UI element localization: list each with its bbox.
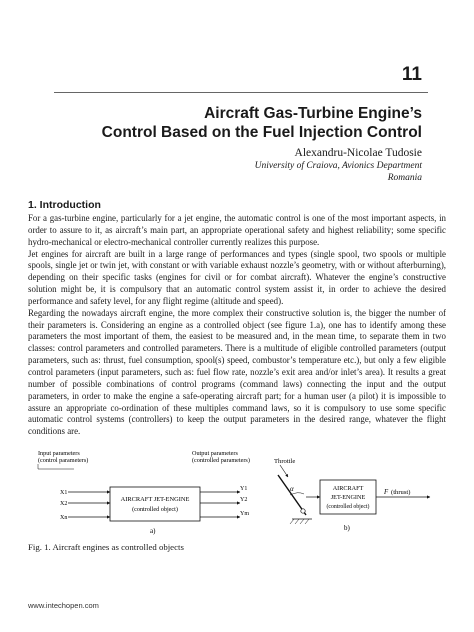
input-params-sublabel: (control parameters) [38,457,89,464]
figure-caption: Fig. 1. Aircraft engines as controlled objects [28,542,184,552]
author-affiliation [62,160,422,184]
chapter-number: 11 [401,64,422,85]
input-params-label: Input parameters [38,450,80,457]
output-params-sublabel: (controlled parameters) [192,457,250,464]
section-body [28,213,446,438]
footer-url[interactable]: www.intechopen.com [28,601,99,610]
input-x2: X2 [60,501,68,507]
title-line-1: Aircraft Gas-Turbine Engine’s [204,105,422,122]
throttle-label: Throttle [274,458,296,465]
ground-hatch [300,519,304,524]
ground-hatch [295,519,299,524]
panel-b-label: b) [344,524,350,532]
paragraph: For a gas-turbine engine, particularly for a jet engine, the automatic control is one of the most important aspects, in order to assure to it, as aircraft’s main part, an appropriate operational safety and highest reliability; some specific hydro-mechanical or electro-mechanical controller currently realizes this purpose. [28,213,446,247]
ground-hatch [290,519,294,524]
ground-hatch [305,519,309,524]
engine-box-b-line1: AIRCRAFT [332,485,364,492]
figure-diagram [28,447,446,543]
author-name: Alexandru-Nicolae Tudosie [294,147,422,159]
input-xn: Xn [60,515,68,521]
throttle-pointer [280,465,288,477]
output-ym: Ym [240,511,249,517]
engine-box-a [110,487,200,521]
paragraph: Jet engines for aircraft are built in a large range of performances and types (single spool, two spools or multiple spools, single jet or twin jet, with constant or with variable exhaust nozzle’s geometry, with or without afterburning), depending on their specific tasks (engines for civil or for combat aircraft). Whatever the engine’s constructive solution might be, it is compulsory that an automatic control system assist it, in order to achieve the desired performance and safety level, for any flight regime (altitude and speed). [28,248,446,306]
angle-alpha: α [290,485,294,493]
title-line-2: Control Based on the Fuel Injection Control [101,124,422,141]
affiliation-line-2: Romania [387,173,422,183]
engine-box-b-line2: JET-ENGINE [330,494,366,501]
affiliation-line-1: University of Craiova, Avionics Department [254,161,422,171]
engine-box-b-line3: (controlled object) [326,504,370,510]
chapter-title [42,104,422,142]
thrust-label: (thrust) [391,489,411,496]
panel-a-label: a) [150,527,156,535]
diagram-a [38,450,250,535]
engine-box-a-subtitle: (controlled object) [132,506,178,513]
header-rule [54,92,428,93]
section-heading: 1. Introduction [28,199,101,211]
throttle-pivot [301,509,305,513]
output-y2: Y2 [240,497,248,503]
thrust-symbol: F [384,489,389,496]
figure-1 [28,447,446,543]
input-x1: X1 [60,490,68,496]
engine-box-a-title: AIRCRAFT JET-ENGINE [120,496,190,503]
output-params-label: Output parameters [192,450,238,457]
diagram-b [274,458,430,532]
output-y1: Y1 [240,486,248,492]
paragraph: Regarding the nowadays aircraft engine, the more complex their constructive solution is, the bigger the number of their parameters is. Considering an engine as a controlled object (see figure 1.a), one has to identify among these parameters the most important of them, the easiest to be measured and, in the mean time, to separate them in two classes: control parameters and controlled parameters. There is a multitude of eligible controlled parameters (output parameters, such as: thrust, fuel consumption, spool(s) speed, combustor’s temperature etc.), but only a few eligible control parameters (input parameters, such as: fuel flow rate, nozzle’s exit area and/or inlet’s area). It results a great number of possible combinations of control programs (command laws) connecting the input and the output parameters, in order to make the engine a safe-operating aircraft part; for a human user (a pilot) it is impossible to assure an appropriate co-ordination of these multiples command laws, so it is compulsory to use some specific automatic control systems (controllers) to keep the output parameters in the desired range, whatever the flight conditions are. [28,307,446,437]
